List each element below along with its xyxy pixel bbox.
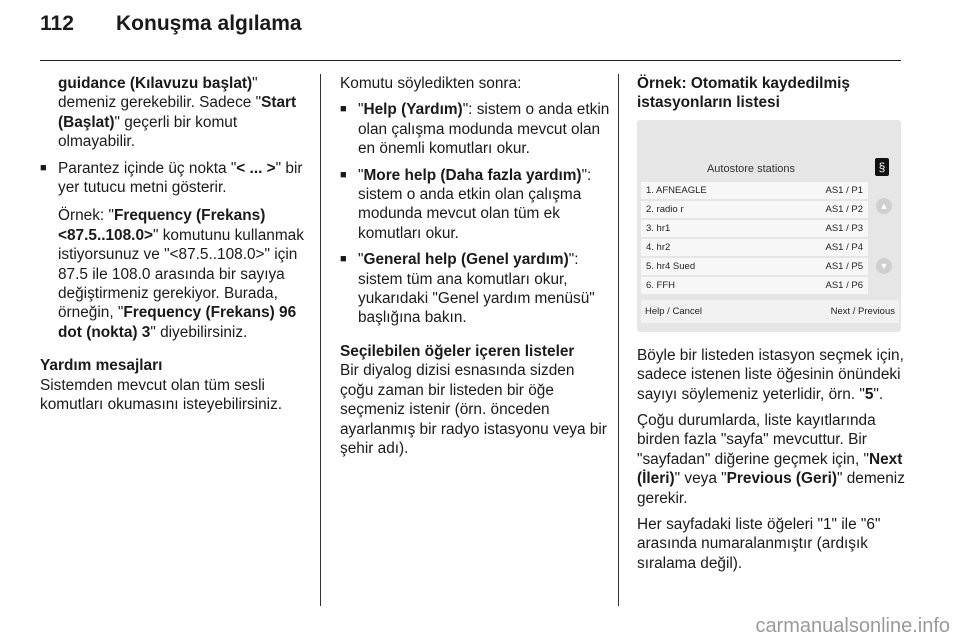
cmd-guidance: guidance (Kılavuzu başlat) <box>58 75 253 92</box>
page-header <box>40 12 302 42</box>
text: Çoğu durumlarda, liste kayıtlarında birden fazla "sayfa" mevcuttur. Bir "sayfadan" diğerine geçmek için, " <box>637 412 876 468</box>
cmd-frequency-example: Frequency (Frekans) 96 dot (nokta) 3 <box>58 304 297 341</box>
column-2 <box>340 74 612 465</box>
page-number: 112 <box>40 12 74 35</box>
station-row[interactable] <box>641 258 868 275</box>
text: " diyebilirsiniz. <box>150 323 248 341</box>
station-row[interactable] <box>641 239 868 256</box>
station-code: AS1 / P1 <box>825 184 863 196</box>
bullet-placeholder <box>40 159 312 343</box>
station-name: 3. hr1 <box>646 222 671 234</box>
column-1 <box>40 74 312 422</box>
text: " demeniz gerekebilir. Sadece " <box>58 75 262 112</box>
text: " demeniz gerekir. <box>637 470 905 507</box>
station-code: AS1 / P3 <box>825 222 863 234</box>
select-station-paragraph <box>637 346 905 404</box>
section-heading: Yardım mesajları <box>40 357 163 375</box>
cmd-general-help: General help (Genel yardım) <box>363 251 569 269</box>
cmd-more-help: More help (Daha fazla yardım) <box>363 166 582 184</box>
pages-paragraph <box>637 411 905 508</box>
text: Parantez içinde üç nokta " <box>58 159 237 177</box>
scroll-down-icon[interactable]: ▼ <box>876 258 892 274</box>
station-name: 6. FFH <box>646 279 676 291</box>
cmd-help: Help (Yardım) <box>363 101 463 119</box>
text: Örnek: " <box>58 207 114 225</box>
section-heading: Seçilebilen öğeler içeren listeler <box>340 342 575 360</box>
continued-paragraph <box>40 74 312 152</box>
help-cancel-label[interactable]: Help / Cancel <box>645 305 703 317</box>
next-previous-label[interactable]: Next / Previous <box>830 305 895 317</box>
watermark: carmanualsonline.info <box>755 615 950 637</box>
intro-text: Komutu söyledikten sonra: <box>340 75 522 92</box>
station-row[interactable] <box>641 182 868 199</box>
number-example: 5 <box>864 385 874 403</box>
station-name: 5. hr4 Sued <box>646 260 696 272</box>
cmd-previous: Previous (Geri) <box>726 470 837 488</box>
station-code: AS1 / P5 <box>825 260 863 272</box>
header-rule <box>40 60 901 61</box>
station-row[interactable] <box>641 220 868 237</box>
station-code: AS1 / P2 <box>825 203 863 215</box>
bullet-help: ■ "Help (Yardım)": sistem o anda etkin olan çalışma modunda mevcut olan en önemli komutları okur. <box>340 100 612 158</box>
screen-title: Autostore stations <box>706 162 796 175</box>
station-name: 4. hr2 <box>646 241 671 253</box>
scroll-up-icon[interactable]: ▲ <box>876 198 892 214</box>
text: " komutunu kullanmak istiyorsunuz ve "<87.5..108.0>" için 87.5 ile 108.0 arasında bir sayıya değiştirmeniz gerekiyor. Burada, örneğin, " <box>58 226 304 322</box>
section-text: Bir diyalog dizisi esnasında sizden çoğu zaman bir listeden bir öğe seçmeniz istenir (örn. önceden ayarlanmış bir radyo istasyonu veya bir şehir adı). <box>340 362 607 457</box>
example-paragraph <box>58 206 312 342</box>
column-3 <box>637 74 905 580</box>
example-heading: Örnek: Otomatik kaydedilmiş istasyonların listesi <box>637 75 850 112</box>
station-name: 2. radio r <box>646 203 684 215</box>
text: ": sistem o anda etkin olan çalışma modunda mevcut olan en önemli komutları okur. <box>358 101 610 158</box>
column-divider <box>618 74 619 606</box>
page-title: Konuşma algılama <box>116 12 302 35</box>
text: ": sistem tüm ana komutları okur, yukarıdaki "Genel yardım menüsü" başlığına bakın. <box>358 251 595 327</box>
numbering-paragraph: Her sayfadaki liste öğeleri "1" ile "6" arasında numaralanmıştır (ardışık sıralama değil). <box>637 516 881 572</box>
station-row[interactable] <box>641 277 868 294</box>
text: " geçerli bir komut olmayabilir. <box>58 113 238 151</box>
autostore-screen <box>637 120 901 332</box>
screen-footer <box>641 300 899 323</box>
section-lists <box>340 342 612 458</box>
station-row[interactable] <box>641 201 868 218</box>
cmd-start: Start (Başlat) <box>58 94 297 131</box>
text: ": sistem o anda etkin olan çalışma modunda mevcut olan tüm ek komutları okur. <box>358 166 592 242</box>
station-list <box>641 182 868 296</box>
section-help-messages <box>40 356 312 414</box>
text: ". <box>873 385 884 403</box>
screen-logo-icon: § <box>875 158 889 176</box>
station-code: AS1 / P6 <box>825 279 863 291</box>
section-text: Sistemden mevcut olan tüm sesli komutları okumasını isteyebilirsiniz. <box>40 376 283 414</box>
cmd-frequency: Frequency (Frekans) <87.5..108.0> <box>58 207 266 244</box>
cmd-next: Next (İleri) <box>637 450 903 488</box>
placeholder-symbol: < ... > <box>236 159 276 177</box>
bullet-more-help: ■ "More help (Daha fazla yardım)": sistem o anda etkin olan çalışma modunda mevcut olan tüm ek komutları okur. <box>340 166 612 244</box>
text: Böyle bir listeden istasyon seçmek için, sadece istenen liste öğesinin önündeki sayıyı söylemeniz yeterlidir, örn. " <box>637 346 904 403</box>
bullet-general-help: ■ "General help (Genel yardım)": sistem tüm ana komutları okur, yukarıdaki "Genel yardım menüsü" başlığına bakın. <box>340 250 612 328</box>
column-divider <box>320 74 321 606</box>
text: " veya " <box>674 470 727 488</box>
station-code: AS1 / P4 <box>825 241 863 253</box>
station-name: 1. AFNEAGLE <box>646 184 707 196</box>
text: " bir yer tutucu metni gösterir. <box>58 159 303 197</box>
